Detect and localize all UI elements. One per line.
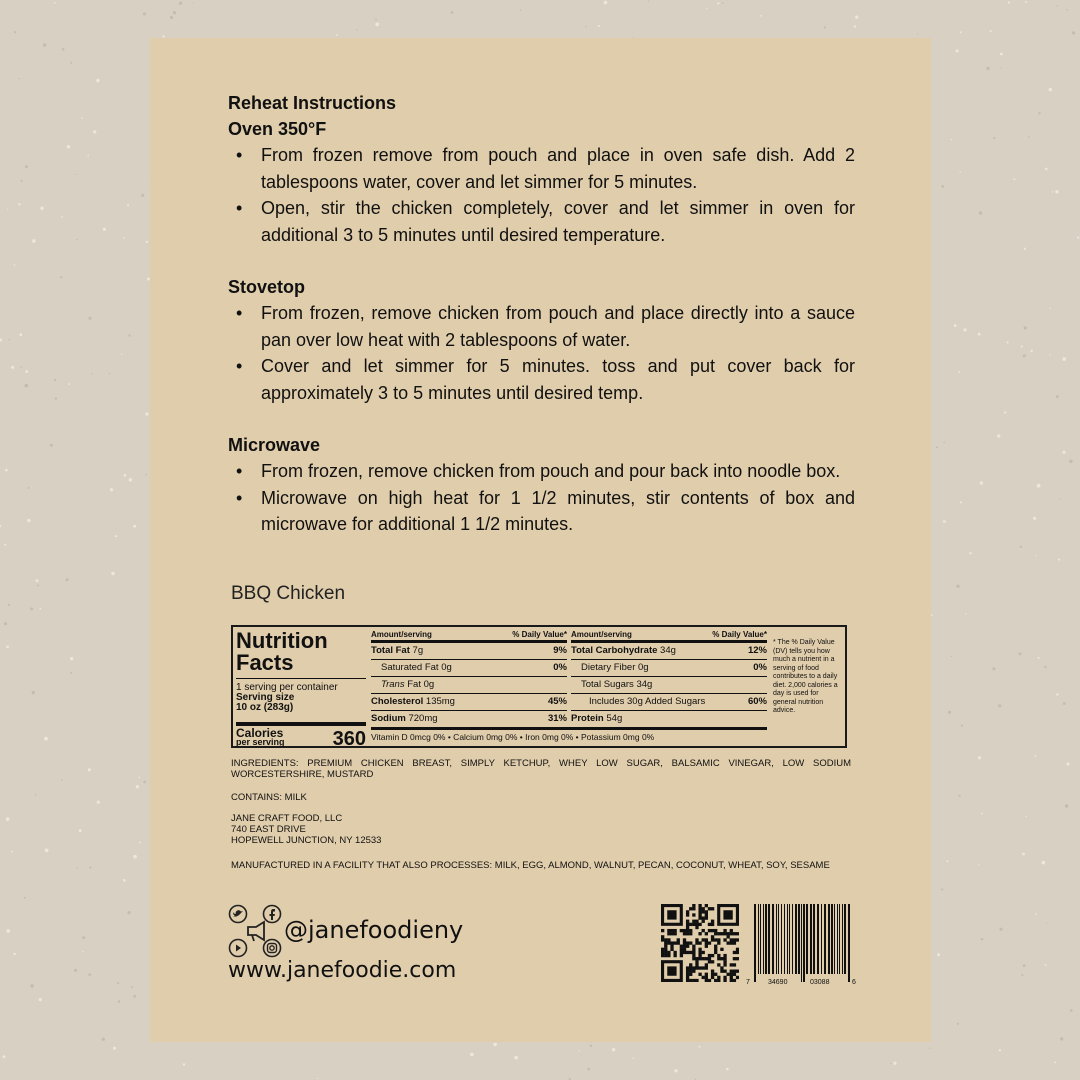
instagram-icon[interactable] bbox=[264, 940, 281, 957]
company-city: HOPEWELL JUNCTION, NY 12533 bbox=[231, 835, 382, 846]
nutrient-row bbox=[371, 643, 567, 660]
nutrient-row bbox=[371, 660, 567, 677]
nutrient-dv: 0% bbox=[753, 662, 767, 673]
nutrient-row bbox=[371, 677, 567, 694]
servings-per-container: 1 serving per container bbox=[236, 682, 338, 693]
nutrient-amount: 54g bbox=[603, 713, 623, 724]
nutrient-name: Total Fat bbox=[371, 645, 410, 656]
nutrient-row bbox=[571, 694, 767, 711]
nutrition-facts-panel bbox=[231, 625, 847, 748]
nutrient-name: Protein bbox=[571, 713, 604, 724]
nutrient-dv: 60% bbox=[747, 696, 767, 707]
nutrient-row bbox=[571, 677, 767, 694]
barcode-digits: 34690 bbox=[768, 979, 788, 986]
oven-steps bbox=[228, 142, 855, 248]
dv-footnote: * The % Daily Value (DV) tells you how much a nutrient in a serving of food contributes to a daily diet. 2,000 calories a day is used for general nutrition advice. bbox=[773, 639, 838, 714]
nutrient-name: Includes 30g Added Sugars bbox=[589, 696, 706, 707]
company-address bbox=[231, 813, 851, 846]
nutrient-column-left bbox=[371, 630, 567, 728]
amount-header: Amount/serving bbox=[371, 630, 432, 639]
social-handle: @janefoodieny bbox=[284, 916, 464, 944]
nutrient-amount: 720mg bbox=[405, 713, 438, 724]
nutrient-dv: 0% bbox=[553, 662, 567, 673]
nutrition-header bbox=[236, 630, 366, 713]
list-item: • From frozen remove from pouch and place in oven safe dish. Add 2 tablespoons water, cover and let simmer for 5 minutes. bbox=[261, 142, 855, 195]
company-name: JANE CRAFT FOOD, LLC bbox=[231, 813, 343, 824]
nutrient-amount: 7g bbox=[409, 645, 424, 656]
nutrient-amount: Fat 0g bbox=[404, 679, 435, 690]
stovetop-steps bbox=[228, 300, 855, 406]
product-name: BBQ Chicken bbox=[231, 583, 346, 604]
nutrient-name: Total Carbohydrate bbox=[571, 645, 658, 656]
serving-size-label: Serving size bbox=[236, 692, 295, 703]
list-item: • From frozen, remove chicken from pouch and pour back into noodle box. bbox=[261, 458, 855, 485]
nutrient-name: Cholesterol bbox=[371, 696, 424, 707]
company-street: 740 EAST DRIVE bbox=[231, 824, 306, 835]
amount-header: Amount/serving bbox=[571, 630, 632, 639]
nutrient-column-right bbox=[571, 630, 767, 728]
allergen-facility: MANUFACTURED IN A FACILITY THAT ALSO PROCESSES: MILK, EGG, ALMOND, WALNUT, PECAN, COCONUT, WHEAT, SOY, SESAME bbox=[231, 860, 830, 871]
nutrient-row bbox=[371, 711, 567, 728]
stovetop-title: Stovetop bbox=[228, 277, 306, 297]
megaphone-icon[interactable] bbox=[248, 922, 264, 941]
nutrient-row bbox=[571, 711, 767, 728]
nutrient-name: Total Sugars bbox=[581, 679, 634, 690]
microwave-title: Microwave bbox=[228, 435, 321, 455]
nutrient-row bbox=[571, 660, 767, 677]
nutrient-amount: 0g bbox=[635, 662, 649, 673]
nutrient-name: Sodium bbox=[371, 713, 406, 724]
nutrient-amount: 0g bbox=[438, 662, 452, 673]
calories-sub: per serving bbox=[236, 737, 285, 747]
barcode-digits: 03088 bbox=[810, 979, 830, 986]
microwave-steps bbox=[228, 458, 855, 538]
nutrition-title-1: Nutrition bbox=[236, 628, 328, 653]
label-panel bbox=[150, 38, 931, 1042]
barcode-digits: 6 bbox=[852, 979, 856, 986]
oven-title: Oven 350°F bbox=[228, 119, 327, 139]
list-item: • From frozen, remove chicken from pouch and place directly into a sauce pan over low heat with 2 tablespoons of water. bbox=[261, 300, 855, 353]
list-item: • Cover and let simmer for 5 minutes. toss and put cover back for approximately 3 to 5 minutes until desired temp. bbox=[261, 353, 855, 406]
nutrient-amount: 34g bbox=[633, 679, 653, 690]
list-item: • Microwave on high heat for 1 1/2 minutes, stir contents of box and microwave for additional 1 1/2 minutes. bbox=[261, 485, 855, 538]
website-url[interactable]: www.janefoodie.com bbox=[228, 958, 457, 983]
dv-header: % Daily Value* bbox=[712, 630, 767, 639]
nutrient-row bbox=[371, 694, 567, 711]
nutrient-row bbox=[571, 643, 767, 660]
barcode-digits: 7 bbox=[746, 979, 750, 986]
nutrient-amount: 34g bbox=[657, 645, 676, 656]
contains: CONTAINS: MILK bbox=[231, 792, 307, 803]
reheat-instructions bbox=[228, 90, 855, 538]
nutrient-dv: 9% bbox=[553, 645, 567, 656]
calories-value: 360 bbox=[332, 728, 366, 750]
vitamins-line: Vitamin D 0mcg 0% • Calcium 0mg 0% • Iron 0mg 0% • Potassium 0mg 0% bbox=[371, 727, 767, 742]
calories-label: Calories bbox=[236, 726, 284, 740]
youtube-icon[interactable] bbox=[230, 940, 247, 957]
facebook-icon[interactable] bbox=[264, 906, 281, 923]
barcode-icon bbox=[744, 904, 856, 986]
ingredients: INGREDIENTS: PREMIUM CHICKEN BREAST, SIMPLY KETCHUP, WHEY LOW SUGAR, BALSAMIC VINEGAR, LOW SODIUM WORCESTERSHIRE, MUSTARD bbox=[231, 758, 851, 780]
twitter-icon[interactable] bbox=[230, 906, 247, 923]
nutrient-dv: 31% bbox=[547, 713, 567, 724]
nutrient-dv: 45% bbox=[547, 696, 567, 707]
nutrition-title-2: Facts bbox=[236, 650, 294, 675]
dv-header: % Daily Value* bbox=[512, 630, 567, 639]
nutrient-name: Saturated Fat bbox=[381, 662, 439, 673]
serving-size-value: 10 oz (283g) bbox=[236, 702, 294, 713]
nutrient-amount: 135mg bbox=[423, 696, 455, 707]
nutrient-name: Trans bbox=[381, 679, 405, 690]
calories-block bbox=[236, 722, 366, 750]
social-icons bbox=[228, 903, 284, 964]
list-item: • Open, stir the chicken completely, cover and let simmer in oven for additional 3 to 5 minutes until desired temperature. bbox=[261, 195, 855, 248]
reheat-heading: Reheat Instructions bbox=[228, 93, 397, 113]
nutrient-dv: 12% bbox=[747, 645, 767, 656]
qr-code-icon bbox=[661, 904, 739, 982]
nutrient-name: Dietary Fiber bbox=[581, 662, 636, 673]
